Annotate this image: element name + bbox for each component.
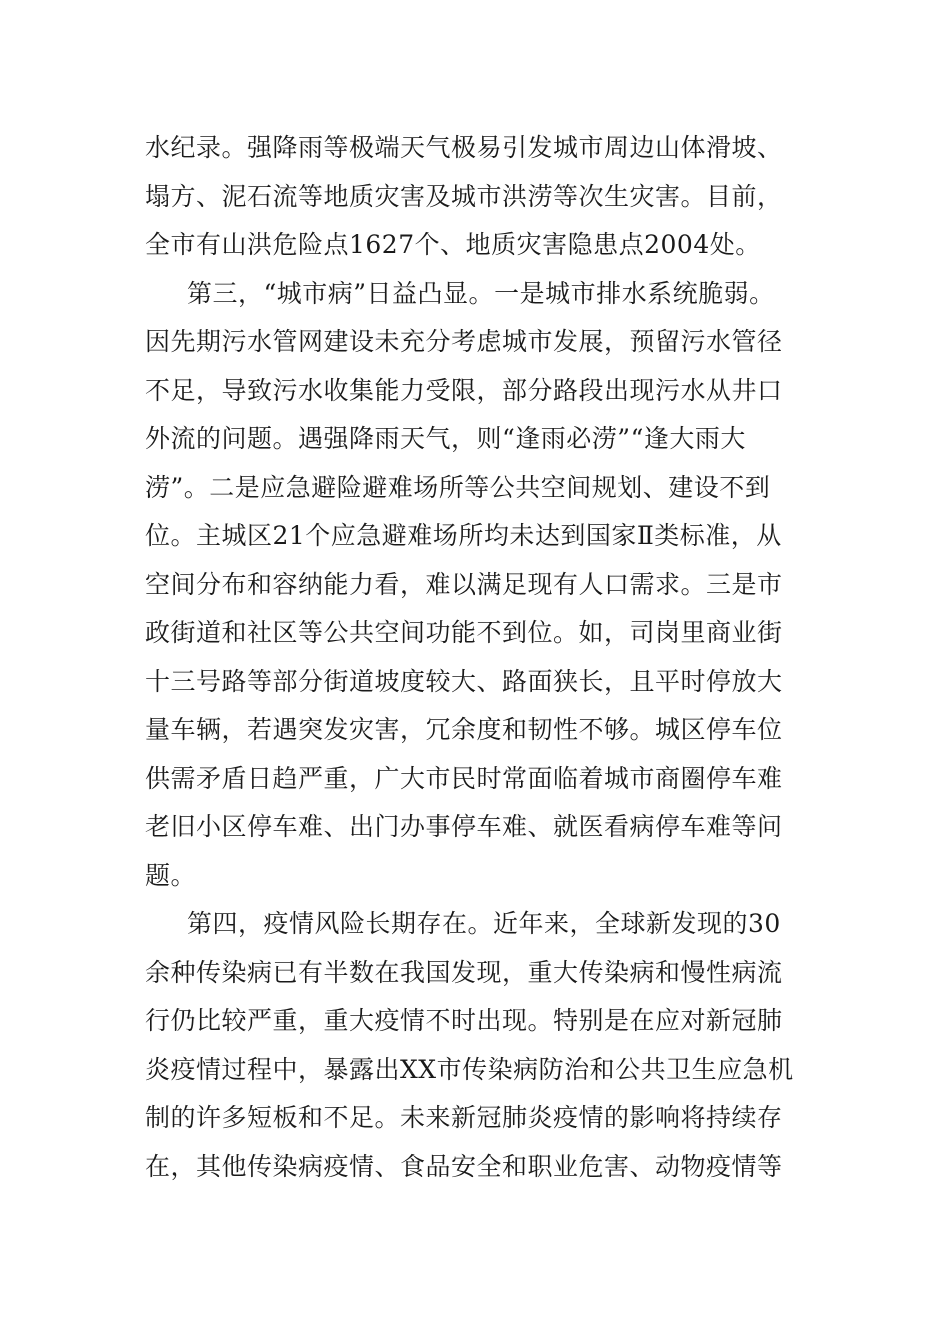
text-line: 空间分布和容纳能力看，难以满足现有人口需求。三是市 <box>145 569 783 599</box>
text-line: 老旧小区停车难、出门办事停车难、就医看病停车难等问 <box>145 812 783 841</box>
text-line: 在，其他传染病疫情、食品安全和职业危害、动物疫情等 <box>145 1151 783 1181</box>
paragraph-start-line: 第四，疫情风险长期存在。近年来，全球新发现的30 <box>187 909 781 938</box>
text-line: 因先期污水管网建设未充分考虑城市发展，预留污水管径 <box>145 327 783 356</box>
text-line: 外流的问题。遇强降雨天气，则“逢雨必涝”“逢大雨大 <box>145 424 746 453</box>
text-line: 塌方、泥石流等地质灾害及城市洪涝等次生灾害。目前， <box>145 181 783 211</box>
text-line: 十三号路等部分街道坡度较大、路面狭长，且平时停放大 <box>145 666 783 696</box>
body-text <box>145 124 810 1191</box>
text-line: 全市有山洪危险点1627个、地质灾害隐患点2004处。 <box>145 230 761 259</box>
text-line: 题。 <box>145 860 197 890</box>
text-line: 行仍比较严重，重大疫情不时出现。特别是在应对新冠肺 <box>145 1006 783 1035</box>
text-line: 不足，导致污水收集能力受限，部分路段出现污水从井口 <box>145 375 783 405</box>
text-line: 供需矛盾日趋严重，广大市民时常面临着城市商圈停车难 <box>145 763 783 793</box>
text-line: 余种传染病已有半数在我国发现，重大传染病和慢性病流 <box>145 957 783 987</box>
paragraph-start-line: 第三，“城市病”日益凸显。一是城市排水系统脆弱。 <box>187 278 775 308</box>
text-line: 炎疫情过程中，暴露出XX市传染病防治和公共卫生应急机 <box>145 1054 794 1084</box>
text-line: 量车辆，若遇突发灾害，冗余度和韧性不够。城区停车位 <box>145 715 783 744</box>
text-line: 政街道和社区等公共空间功能不到位。如，司岗里商业街 <box>145 618 783 647</box>
text-line: 位。主城区21个应急避难场所均未达到国家Ⅱ类标准，从 <box>145 521 782 550</box>
text-line: 制的许多短板和不足。未来新冠肺炎疫情的影响将持续存 <box>145 1103 783 1132</box>
text-line: 涝”。二是应急避险避难场所等公共空间规划、建设不到 <box>145 472 771 502</box>
text-line: 水纪录。强降雨等极端天气极易引发城市周边山体滑坡、 <box>145 133 783 162</box>
